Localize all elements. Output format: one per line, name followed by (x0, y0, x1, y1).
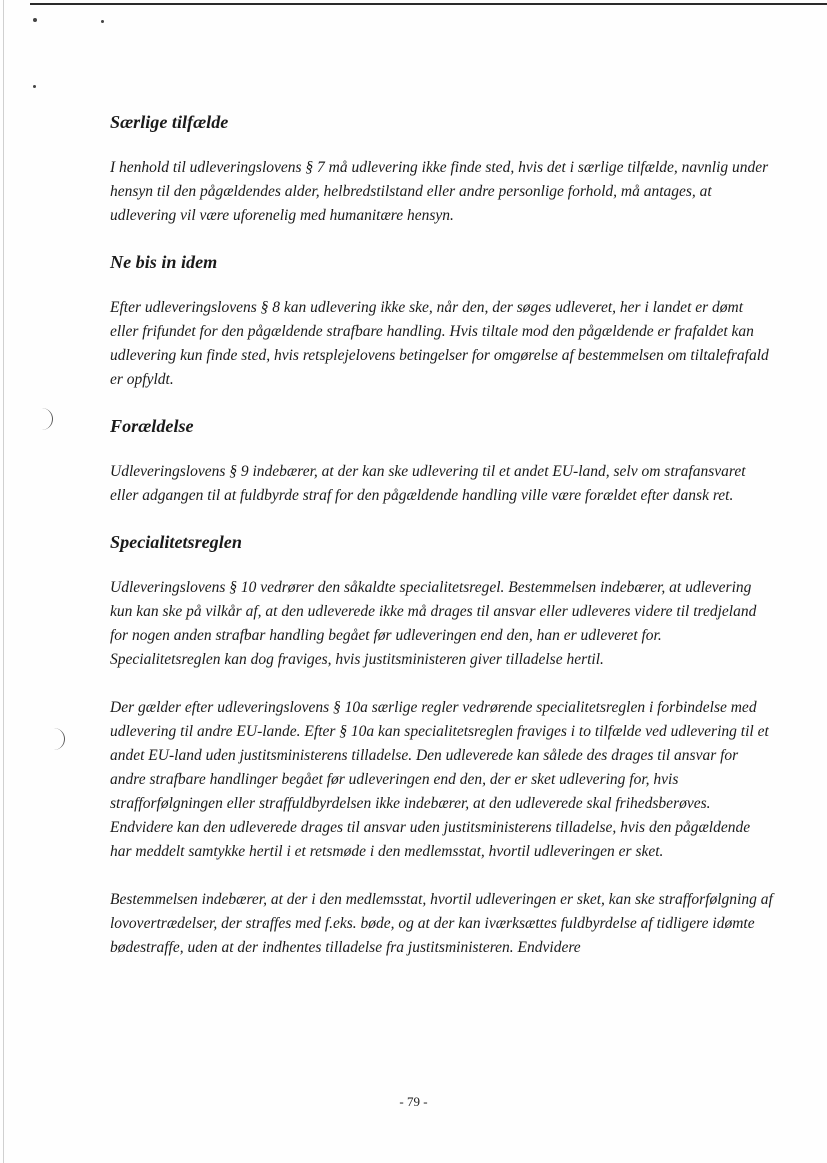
top-border-line (30, 3, 827, 5)
section-heading-specialitetsreglen: Specialitetsreglen (110, 532, 242, 552)
paragraph: I henhold til udleveringslovens § 7 må udlevering ikke finde sted, hvis det i særlige tilfælde, navnlig under hensyn til den pågældendes alder, helbredstilstand eller andre personlige forhold, må antages, at udlevering vil være uforenelig med humanitære hensyn. (110, 159, 769, 224)
paragraph: Efter udleveringslovens § 8 kan udlevering ikke ske, når den, der søges udleveret, her i landet er dømt eller frifundet for den pågældende strafbare handling. Hvis tiltale mod den pågældende er frafaldet kan udlevering kun finde sted, hvis retsplejelovens betingelser for omgørelse af bestemmelsen om tiltalefrafald er opfyldt. (110, 299, 769, 388)
page-number: - 79 - (399, 1094, 428, 1109)
paragraph: Der gælder efter udleveringslovens § 10a særlige regler vedrørende specialitetsreglen i forbindelse med udlevering til andre EU-lande. Efter § 10a kan specialitetsreglen fraviges i to tilfælde ved udlevering til et andet EU-land uden justitsministerens tilladelse. Den udleverede kan sålede des drages til ansvar for andre strafbare handlinger begået før udleveringen end den, der er sket udlevering for, hvis strafforfølgningen eller straffuldbyrdelsen ikke indebærer, at den udleverede skal frihedsberøves. Endvidere kan den udleverede drages til ansvar uden justitsministerens tilladelse, hvis den pågældende har meddelt samtykke hertil i et retsmøde i den medlemsstat, hvortil udleveringen er sket. (110, 699, 769, 860)
scan-speck (101, 20, 104, 23)
punch-hole-mark (38, 408, 53, 430)
paragraph: Bestemmelsen indebærer, at der i den medlemsstat, hvortil udleveringen er sket, kan ske strafforfølgning af lovovertrædelser, der straffes med f.eks. bøde, og at der kan iværksættes fuldbyrdelse af tidligere idømte bødestraffe, uden at der indhentes tilladelse fra justitsministeren. Endvidere (110, 891, 773, 956)
punch-hole-mark (50, 728, 65, 750)
section-heading-ne-bis-in-idem: Ne bis in idem (110, 252, 218, 272)
section-heading-saerlige-tilfaelde: Særlige tilfælde (110, 112, 229, 132)
paragraph: Udleveringslovens § 10 vedrører den såkaldte specialitetsregel. Bestemmelsen indebærer, at udlevering kun kan ske på vilkår af, at den udleverede ikke må drages til ansvar eller udleveres videre til tredjeland for nogen anden strafbar handling begået før udleveringen end den, han er udleveret for. Specialitetsreglen kan dog fraviges, hvis justitsministeren giver tilladelse hertil. (110, 579, 757, 668)
paragraph: Udleveringslovens § 9 indebærer, at der kan ske udlevering til et andet EU-land, selv om strafansvaret eller adgangen til at fuldbyrde straf for den pågældende handling ville være forældet efter dansk ret. (110, 463, 746, 504)
section-heading-foraeldelse: Forældelse (110, 416, 194, 436)
scan-speck (33, 85, 36, 88)
document-body (110, 110, 775, 960)
scan-speck (33, 18, 37, 22)
left-scan-edge (3, 0, 4, 1163)
